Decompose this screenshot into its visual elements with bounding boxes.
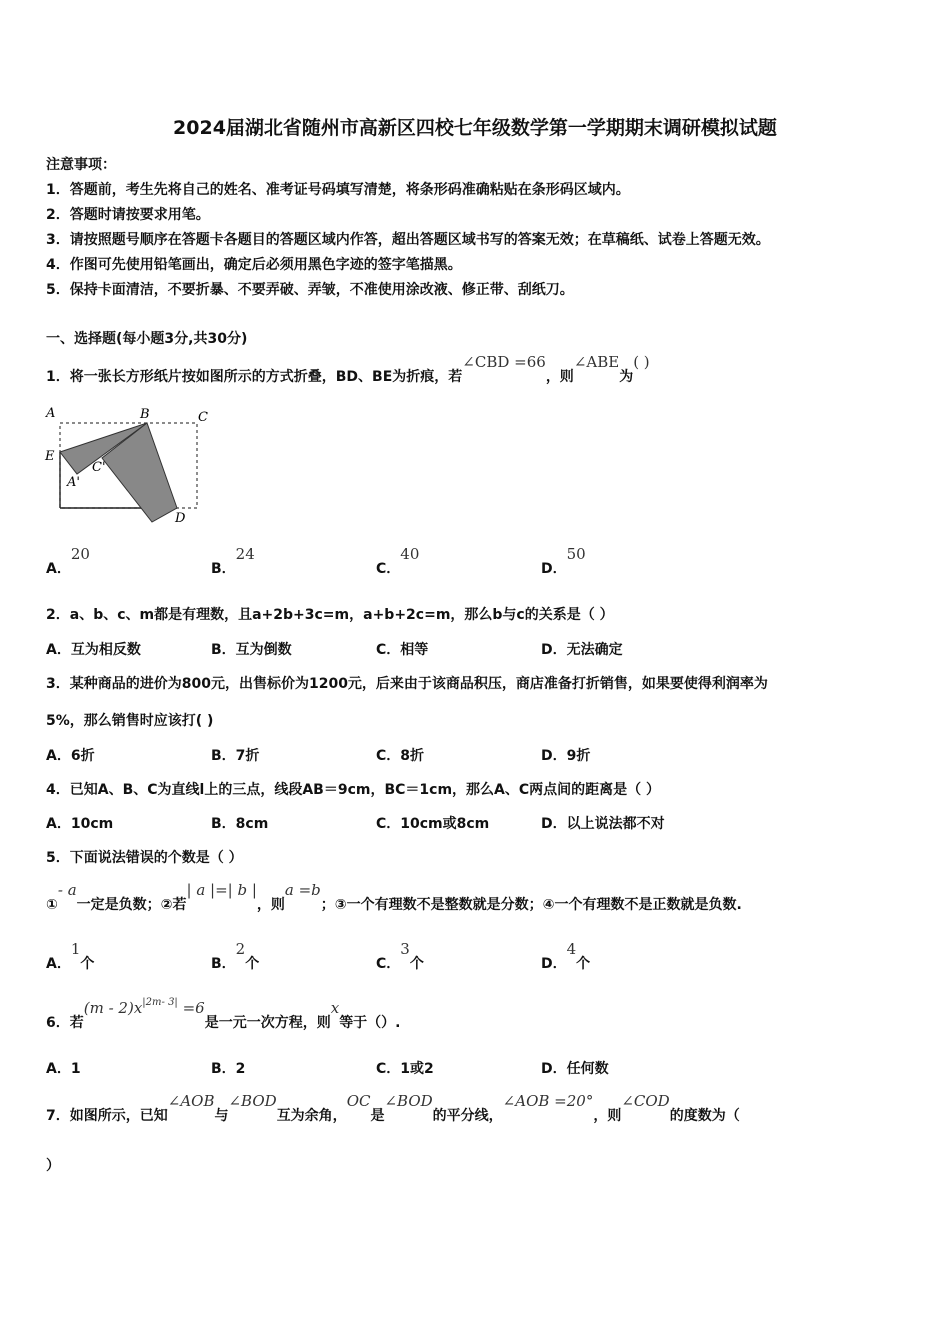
fold-figure bbox=[44, 402, 219, 528]
q6-math-base: $(m - 2)x^{|2m- 3|} =6$ bbox=[83, 997, 205, 1017]
notice-item-3: 3．请按照题号顺序在答题卡各题目的答题区域内作答，超出答题区域书写的答案无效；在草稿纸、试卷上答题无效。 bbox=[46, 232, 770, 248]
notice-item-1: 1．答题前，考生先将自己的姓名、准考证号码填写清楚，将条形码准确粘贴在条形码区域内。 bbox=[46, 182, 630, 198]
q6-option-a[interactable]: A．1 bbox=[46, 1061, 81, 1077]
q6-math-x: x bbox=[330, 999, 340, 1017]
q5-option-a[interactable]: A．1个 bbox=[46, 940, 95, 972]
q6-option-d[interactable]: D．任何数 bbox=[541, 1061, 609, 1077]
q2-option-a[interactable]: A．互为相反数 bbox=[46, 642, 141, 658]
label-a: A bbox=[46, 406, 56, 421]
q1-math-cbd: ∠CBD =66 bbox=[462, 353, 546, 371]
q3-option-b[interactable]: B．7折 bbox=[211, 748, 260, 764]
label-c-prime: C' bbox=[92, 460, 106, 475]
q7-close-paren: ） bbox=[46, 1158, 60, 1174]
q2-option-d[interactable]: D．无法确定 bbox=[541, 642, 623, 658]
label-e: E bbox=[45, 449, 55, 464]
notice-item-2: 2．答题时请按要求用笔。 bbox=[46, 207, 210, 223]
q7-math-bod: ∠BOD bbox=[228, 1092, 277, 1110]
q4-option-d[interactable]: D．以上说法都不对 bbox=[541, 816, 665, 832]
q1-text-c: 为 bbox=[619, 369, 634, 385]
q5-math-neg-a: - a bbox=[57, 881, 77, 899]
q2-option-c[interactable]: C．相等 bbox=[376, 642, 429, 658]
q1-text-a: 1．将一张长方形纸片按如图所示的方式折叠，BD、BE为折痕，若 bbox=[46, 369, 463, 385]
q3-option-d[interactable]: D．9折 bbox=[541, 748, 591, 764]
q5-option-c[interactable]: C．3个 bbox=[376, 940, 424, 972]
label-c: C bbox=[198, 410, 208, 425]
page-title: 2024届湖北省随州市高新区四校七年级数学第一学期期末调研模拟试题 bbox=[173, 117, 777, 139]
question-2: 2．a、b、c、m都是有理数，且a+2b+3c=m，a+b+2c=m，那么b与c的关系是（ ） bbox=[46, 607, 614, 623]
q1-option-c[interactable]: C．40 bbox=[376, 545, 420, 577]
q1-option-d[interactable]: D．50 bbox=[541, 545, 586, 577]
notice-item-5: 5．保持卡面清洁，不要折暴、不要弄破、弄皱，不准使用涂改液、修正带、刮纸刀。 bbox=[46, 282, 574, 298]
question-6: 6．若$(m - 2)x^{|2m- 3|} =6$是一元一次方程，则x等于（）. bbox=[46, 997, 401, 1031]
q7-math-cod: ∠COD bbox=[621, 1092, 670, 1110]
q3-option-a[interactable]: A．6折 bbox=[46, 748, 95, 764]
label-b: B bbox=[140, 407, 150, 422]
question-3-line-2: 5%，那么销售时应该打( ) bbox=[46, 713, 214, 729]
q6-option-c[interactable]: C．1或2 bbox=[376, 1061, 434, 1077]
question-3-line-1: 3．某种商品的进价为800元，出售标价为1200元，后来由于该商品积压，商店准备打折销售，如果要使得利润率为 bbox=[46, 676, 768, 692]
question-7: 7．如图所示，已知∠AOB与∠BOD互为余角，OC是∠BOD的平分线，∠AOB =20°，则∠COD的度数为（ bbox=[46, 1092, 740, 1124]
q1-paren: ( ) bbox=[633, 353, 650, 371]
q7-math-aob: ∠AOB bbox=[167, 1092, 215, 1110]
notice-item-4: 4．作图可先使用铅笔画出，确定后必须用黑色字迹的签字笔描黑。 bbox=[46, 257, 462, 273]
q7-math-bod-2: ∠BOD bbox=[384, 1092, 433, 1110]
notice-heading: 注意事项： bbox=[46, 157, 116, 173]
q3-option-c[interactable]: C．8折 bbox=[376, 748, 425, 764]
q5-option-b[interactable]: B．2个 bbox=[211, 940, 260, 972]
question-4: 4．已知A、B、C为直线l上的三点，线段AB＝9cm，BC＝1cm，那么A、C两点间的距离是（ ） bbox=[46, 782, 661, 798]
label-d: D bbox=[175, 511, 186, 526]
question-5: 5．下面说法错误的个数是（ ） bbox=[46, 850, 243, 866]
q2-option-b[interactable]: B．互为倒数 bbox=[211, 642, 292, 658]
q7-math-aob-20: ∠AOB =20° bbox=[502, 1092, 594, 1110]
q1-math-abe: ∠ABE bbox=[573, 353, 620, 371]
q4-option-b[interactable]: B．8cm bbox=[211, 816, 269, 832]
label-a-prime: A' bbox=[67, 475, 80, 490]
q5-math-eq: a =b bbox=[284, 881, 321, 899]
q1-text-b: ，则 bbox=[545, 369, 574, 385]
q7-math-oc: OC bbox=[346, 1092, 371, 1110]
question-1 bbox=[46, 353, 650, 386]
q5-option-d[interactable]: D．4个 bbox=[541, 940, 591, 972]
q1-option-b[interactable]: B．24 bbox=[211, 545, 255, 577]
q4-option-a[interactable]: A．10cm bbox=[46, 816, 114, 832]
q1-option-a[interactable]: A．20 bbox=[46, 545, 90, 577]
q5-math-abs: | a |=| b | bbox=[186, 881, 257, 899]
q6-option-b[interactable]: B．2 bbox=[211, 1061, 246, 1077]
q4-option-c[interactable]: C．10cm或8cm bbox=[376, 816, 490, 832]
q5-statements: ①- a一定是负数；②若| a |=| b |，则a =b；③一个有理数不是整数就是分数；④一个有理数不是正数就是负数. bbox=[46, 881, 742, 913]
section-heading: 一、选择题(每小题3分,共30分) bbox=[46, 331, 248, 347]
